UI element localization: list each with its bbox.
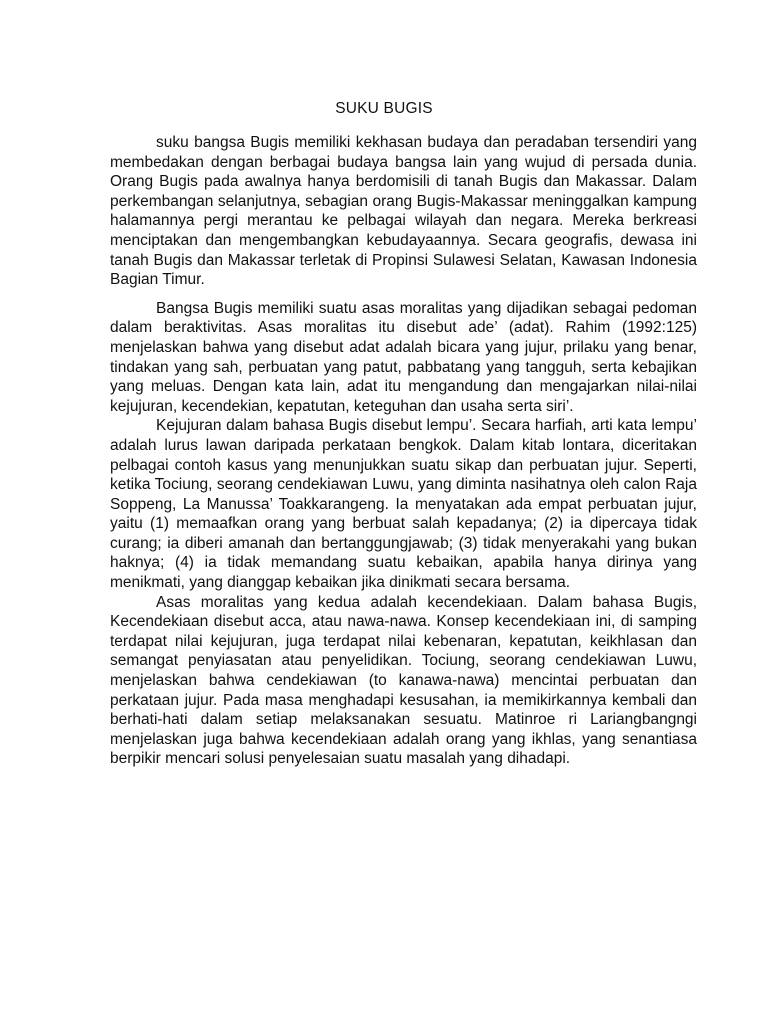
paragraph-intro: suku bangsa Bugis memiliki kekhasan budaya dan peradaban tersendiri yang membedakan dengan berbagai budaya bangsa lain yang wujud di persada dunia. Orang Bugis pada awalnya hanya berdomisili di tanah Bugis dan Makassar. Dalam perkembangan selanjutnya, sebagian orang Bugis-Makassar meninggalkan kampung halamannya pergi merantau ke pelbagai wilayah dan negara. Mereka berkreasi menciptakan dan mengembangkan kebudayaannya. Secara geografis, dewasa ini tanah Bugis dan Makassar terletak di Propinsi Sulawesi Selatan, Kawasan Indonesia Bagian Timur. [110,134,697,289]
document-body [110,133,697,769]
document-title: SUKU BUGIS [335,100,433,117]
paragraph-moral-principle: Bangsa Bugis memiliki suatu asas moralitas yang dijadikan sebagai pedoman dalam beraktivitas. Asas moralitas itu disebut ade’ (adat). Rahim (1992:125) menjelaskan bahwa yang disebut adat adalah bicara yang jujur, prilaku yang benar, tindakan yang sah, perbuatan yang patut, pabbatang yang tangguh, serta kebajikan yang meluas. Dengan kata lain, adat itu mengandung dan mengajarkan nilai-nilai kejujuran, kecendekian, kepatutan, keteguhan dan usaha serta siri’. [110,299,697,415]
paragraph-honesty: Kejujuran dalam bahasa Bugis disebut lempu’. Secara harfiah, arti kata lempu’ adalah lurus lawan daripada perkataan bengkok. Dalam kitab lontara, diceritakan pelbagai contoh kasus yang menunjukkan suatu sikap dan perbuatan jujur. Seperti, ketika Tociung, seorang cendekiawan Luwu, yang diminta nasihatnya oleh calon Raja Soppeng, La Manussa’ Toakkarangeng. Ia menyatakan ada empat perbuatan jujur, yaitu (1) memaafkan orang yang berbuat salah kepadanya; (2) ia dipercaya tidak curang; ia diberi amanah dan bertanggungjawab; (3) tidak menyerakahi yang bukan haknya; (4) ia tidak memandang suatu kebaikan, apabila hanya dirinya yang menikmati, yang dianggap kebaikan jika dinikmati secara bersama. [110,417,697,592]
paragraph-wisdom: Asas moralitas yang kedua adalah kecendekiaan. Dalam bahasa Bugis, Kecendekiaan disebut acca, atau nawa-nawa. Konsep kecendekiaan ini, di samping terdapat nilai kejujuran, juga terdapat nilai kebenaran, kepatutan, keikhlasan dan semangat penyiasatan atau penyelidikan. Tociung, seorang cendekiawan Luwu, menjelaskan bahwa cendekiawan (to kanawa-nawa) mencintai perbuatan dan perkataan jujur. Pada masa menghadapi kesusahan, ia memikirkannya kembali dan berhati-hati dalam setiap melaksanakan sesuatu. Matinroe ri Lariangbangngi menjelaskan juga bahwa kecendekiaan adalah orang yang ikhlas, yang senantiasa berpikir mencari solusi penyelesaian suatu masalah yang dihadapi. [110,593,697,768]
